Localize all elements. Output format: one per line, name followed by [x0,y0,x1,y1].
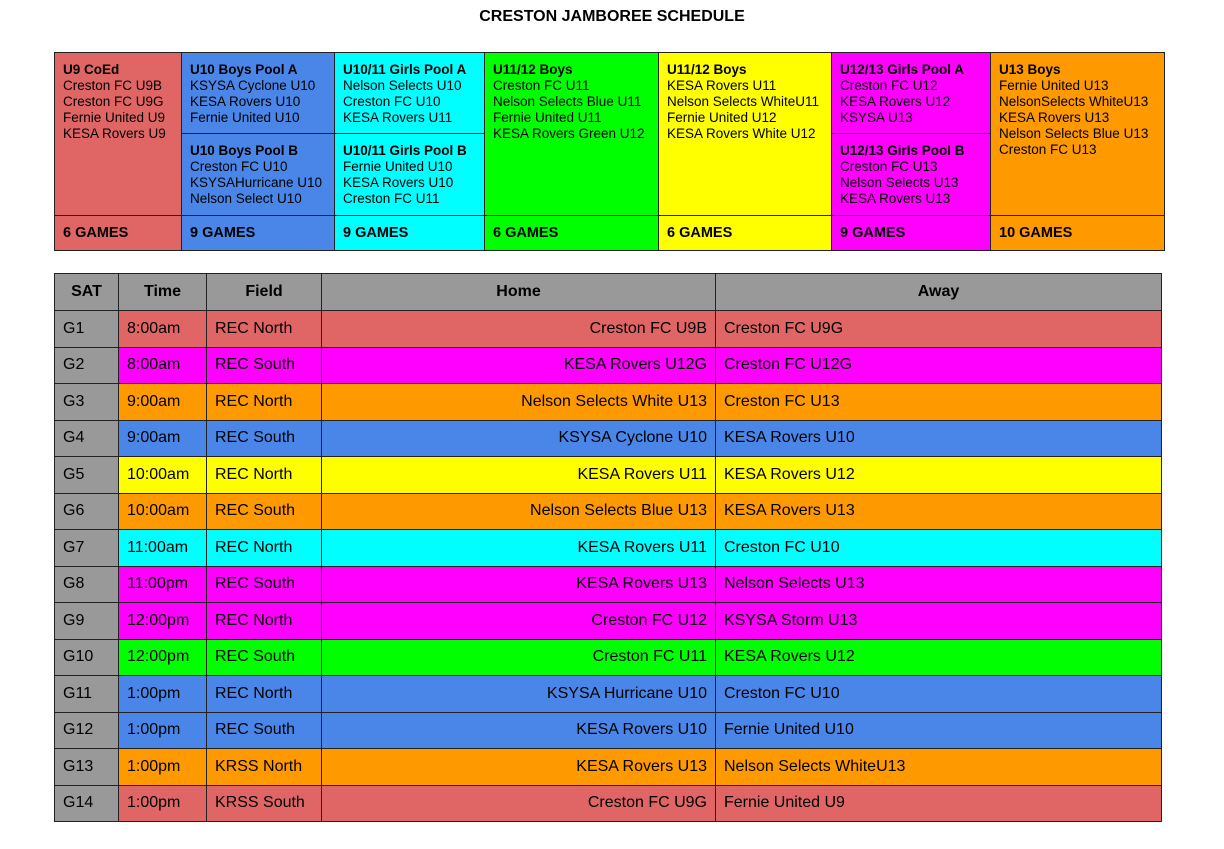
pool-team: KESA Rovers U9 [63,126,166,141]
pool-cell-u1213-girls-a [832,53,991,134]
pool-team: Creston FC U9B [63,78,163,93]
schedule-body [55,311,1162,822]
pool-name: U11/12 Boys [667,62,747,77]
away-team: Nelson Selects WhiteU13 [716,749,1162,786]
game-id: G7 [55,530,119,567]
pool-cell-u13-boys [991,53,1165,216]
header-field: Field [207,274,322,311]
game-id: G10 [55,639,119,676]
pool-name: U13 Boys [999,62,1061,77]
game-id: G1 [55,311,119,348]
pool-team: Creston FC U13 [840,159,938,174]
game-time: 1:00pm [119,749,207,786]
game-id: G11 [55,676,119,713]
game-time: 11:00am [119,530,207,567]
game-field: REC South [207,639,322,676]
game-time: 10:00am [119,457,207,494]
pool-team: KESA Rovers U10 [190,94,301,109]
pool-team: Creston FC U11 [343,191,440,206]
game-id: G6 [55,493,119,530]
pool-team: KESA Rovers U13 [840,191,951,206]
pool-name: U11/12 Boys [493,62,573,77]
pool-team: Fernie United U11 [493,110,602,125]
pool-team: Nelson Selects Blue U13 [999,126,1149,141]
home-team: KESA Rovers U13 [322,566,716,603]
game-id: G14 [55,785,119,822]
away-team: KESA Rovers U13 [716,493,1162,530]
pool-team: Nelson Select U10 [190,191,302,206]
pool-cell-u10-boys-b [182,134,335,216]
game-id: G9 [55,603,119,640]
pool-team: Fernie United U10 [343,159,453,174]
home-team: KSYSA Hurricane U10 [322,676,716,713]
game-field: REC North [207,530,322,567]
game-field: REC North [207,384,322,421]
game-field: KRSS South [207,785,322,822]
pool-cell-u9 [55,53,182,216]
away-team: Creston FC U9G [716,311,1162,348]
game-field: REC South [207,566,322,603]
pool-name: U9 CoEd [63,62,120,77]
pool-team: KSYSA U13 [840,110,913,125]
away-team: KESA Rovers U10 [716,420,1162,457]
game-id: G3 [55,384,119,421]
pool-team: Creston FC U9G [63,94,164,109]
pool-team: Fernie United U10 [190,110,300,125]
away-team: Creston FC U10 [716,676,1162,713]
game-field: REC North [207,311,322,348]
pool-team: Creston FC U10 [190,159,288,174]
game-id: G12 [55,712,119,749]
table-row [55,384,1162,421]
table-row [55,420,1162,457]
away-team: Fernie United U9 [716,785,1162,822]
away-team: KESA Rovers U12 [716,639,1162,676]
home-team: KESA Rovers U12G [322,347,716,384]
pool-cell-u1011-girls-a [335,53,485,134]
games-count: 9 GAMES [335,216,485,251]
schedule-table [54,273,1162,822]
pool-team: Creston FC U12 [840,78,938,93]
game-id: G5 [55,457,119,494]
pool-team: Creston FC U11 [493,78,590,93]
games-count: 9 GAMES [182,216,335,251]
pool-table [54,52,1165,251]
pool-team: Fernie United U9 [63,110,166,125]
pool-cell-u10-boys-a [182,53,335,134]
game-time: 1:00pm [119,712,207,749]
games-count: 9 GAMES [832,216,991,251]
game-field: REC South [207,493,322,530]
pool-team: Nelson Selects U10 [343,78,462,93]
game-time: 1:00pm [119,676,207,713]
game-field: REC North [207,457,322,494]
pool-team: Creston FC U13 [999,142,1097,157]
game-id: G4 [55,420,119,457]
home-team: Creston FC U9G [322,785,716,822]
away-team: Creston FC U10 [716,530,1162,567]
table-row [55,311,1162,348]
home-team: KESA Rovers U10 [322,712,716,749]
home-team: KSYSA Cyclone U10 [322,420,716,457]
away-team: KESA Rovers U12 [716,457,1162,494]
pool-cell-u1213-girls-b [832,134,991,216]
away-team: Nelson Selects U13 [716,566,1162,603]
pool-team: KESA Rovers U10 [343,175,454,190]
games-count: 6 GAMES [659,216,832,251]
games-count: 6 GAMES [485,216,659,251]
home-team: Nelson Selects Blue U13 [322,493,716,530]
pool-name: U12/13 Girls Pool B [840,143,965,158]
table-row [55,457,1162,494]
game-field: REC South [207,347,322,384]
home-team: KESA Rovers U11 [322,530,716,567]
pool-team: Fernie United U12 [667,110,777,125]
games-count: 6 GAMES [55,216,182,251]
pool-team: Creston FC U10 [343,94,441,109]
pool-cell-u1011-girls-b [335,134,485,216]
pool-team: KESA Rovers U11 [667,78,777,93]
home-team: Nelson Selects White U13 [322,384,716,421]
home-team: Creston FC U12 [322,603,716,640]
pool-team: KSYSAHurricane U10 [190,175,323,190]
home-team: Creston FC U9B [322,311,716,348]
table-row [55,603,1162,640]
away-team: Creston FC U13 [716,384,1162,421]
pool-team: Nelson Selects U13 [840,175,959,190]
pool-team: Fernie United U13 [999,78,1109,93]
table-row [55,712,1162,749]
game-time: 12:00pm [119,639,207,676]
game-time: 1:00pm [119,785,207,822]
pool-name: U10/11 Girls Pool B [343,143,467,158]
game-field: REC North [207,603,322,640]
home-team: Creston FC U11 [322,639,716,676]
pool-team: KESA Rovers U11 [343,110,453,125]
games-count: 10 GAMES [991,216,1165,251]
game-field: KRSS North [207,749,322,786]
game-time: 12:00pm [119,603,207,640]
game-field: REC South [207,420,322,457]
pool-name: U10 Boys Pool B [190,143,299,158]
header-away: Away [716,274,1162,311]
game-time: 11:00pm [119,566,207,603]
game-field: REC South [207,712,322,749]
page-title: CRESTON JAMBOREE SCHEDULE [479,8,745,25]
pool-cell-u1112-boys-green [485,53,659,216]
game-field: REC North [207,676,322,713]
away-team: KSYSA Storm U13 [716,603,1162,640]
pool-name: U10 Boys Pool A [190,62,298,77]
pool-team: KSYSA Cyclone U10 [190,78,316,93]
pool-team: Nelson Selects WhiteU11 [667,94,820,109]
game-time: 10:00am [119,493,207,530]
pool-team: KESA Rovers White U12 [667,126,816,141]
game-time: 8:00am [119,311,207,348]
pool-cell-u1112-boys-yellow [659,53,832,216]
home-team: KESA Rovers U13 [322,749,716,786]
away-team: Fernie United U10 [716,712,1162,749]
pool-team: KESA Rovers U13 [999,110,1110,125]
table-row [55,676,1162,713]
table-row [55,347,1162,384]
pool-team: KESA Rovers U12 [840,94,951,109]
game-id: G13 [55,749,119,786]
table-row [55,639,1162,676]
game-id: G2 [55,347,119,384]
pool-team: NelsonSelects WhiteU13 [999,94,1149,109]
header-time: Time [119,274,207,311]
game-time: 9:00am [119,420,207,457]
table-row [55,566,1162,603]
home-team: KESA Rovers U11 [322,457,716,494]
pool-name: U12/13 Girls Pool A [840,62,965,77]
game-time: 8:00am [119,347,207,384]
header-sat: SAT [55,274,119,311]
table-row [55,493,1162,530]
game-id: G8 [55,566,119,603]
table-row [55,749,1162,786]
table-row [55,785,1162,822]
away-team: Creston FC U12G [716,347,1162,384]
game-time: 9:00am [119,384,207,421]
pool-team: KESA Rovers Green U12 [493,126,645,141]
header-home: Home [322,274,716,311]
table-row [55,530,1162,567]
pool-team: Nelson Selects Blue U11 [493,94,642,109]
pool-name: U10/11 Girls Pool A [343,62,467,77]
